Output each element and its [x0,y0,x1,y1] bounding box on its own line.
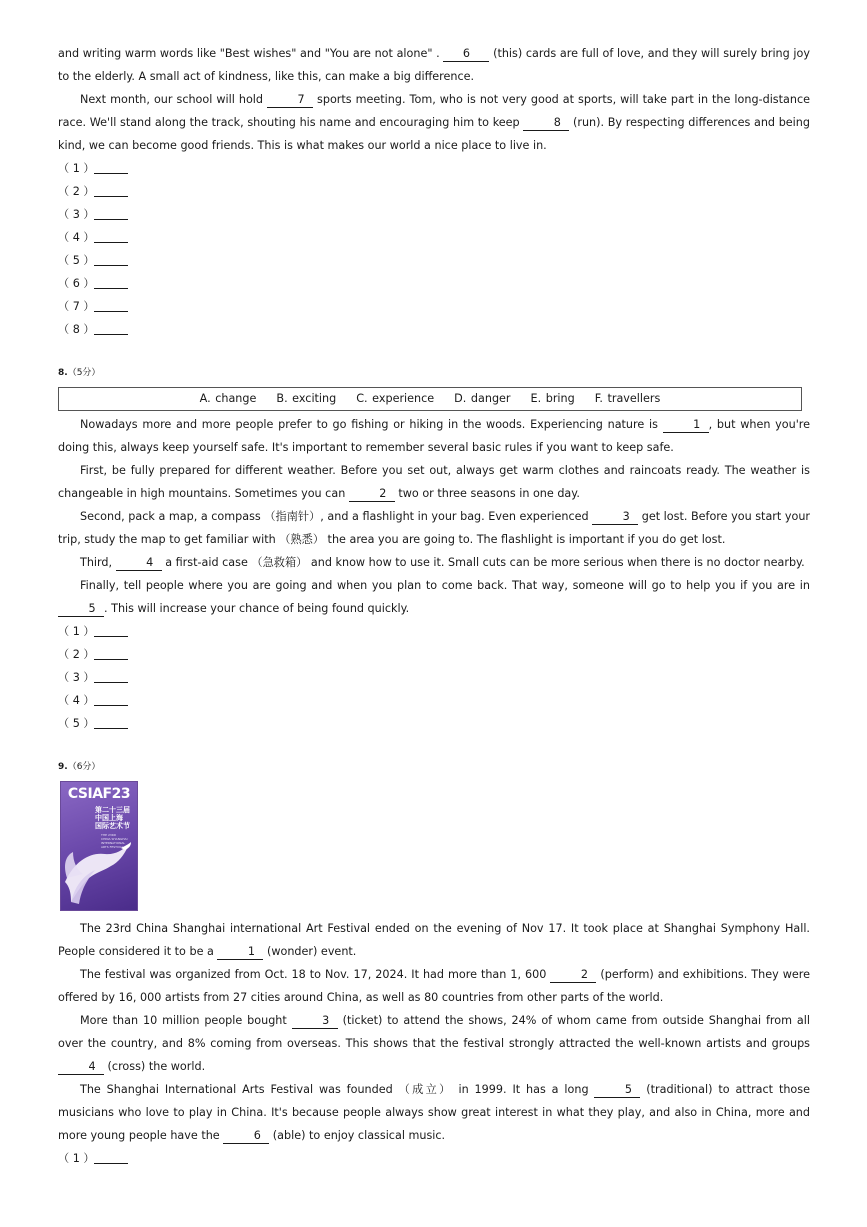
svg-text:ARTS FESTIVAL: ARTS FESTIVAL [101,845,124,849]
poster-artwork [61,782,137,910]
poster-cn-title [95,805,130,830]
poster-en-title [100,833,128,849]
svg-text:国际艺术节: 国际艺术节 [95,822,130,830]
answer-number: （ 3 ） [58,208,95,221]
passage-text: sports meeting. Tom, who is not very good at sports, will take part in the long-distance race. We'll stand along the track, shouting his name and encouraging him to keep [58,93,810,129]
festival-poster-image [60,781,138,911]
answer-field[interactable] [94,196,128,197]
dove-graphic [65,842,131,904]
passage-text: . This will increase your chance of being found quickly. [104,602,410,615]
passage-text: The Shanghai International Arts Festival was founded （成立） in 1999. It has a long [80,1083,595,1096]
answer-item [58,249,810,272]
answer-number: （ 4 ） [58,694,95,707]
svg-text:INTERNATIONAL: INTERNATIONAL [101,841,126,845]
passage-paragraph [58,1009,810,1078]
svg-text:THE 23RD: THE 23RD [101,833,117,837]
passage-text: a first-aid case （急救箱） and know how to use it. Small cuts can be more serious when there is no doctor nearby. [161,556,805,569]
answer-field[interactable] [94,659,128,660]
answer-field[interactable] [94,219,128,220]
poster-logo-text: CSIAF23 [67,786,131,802]
answer-list [58,1147,810,1170]
passage-text: The 23rd China Shanghai international Art Festival ended on the evening of Nov 17. It took place at Shanghai Symphony Hall. People considered it to be a [58,922,810,958]
passage-text: Next month, our school will hold [80,93,268,106]
answer-number: （ 1 ） [58,162,95,175]
passage-text: First, be fully prepared for different weather. Before you set out, always get warm clothes and raincoats ready. The weather is changeable in high mountains. Sometimes you can [58,464,810,500]
word-option: C. experience [356,392,435,405]
answer-item [58,620,810,643]
passage-text: (run). By respecting differences and being kind, we can become good friends. This is what makes our world a nice place to live in. [58,116,810,152]
passage-paragraph [58,42,810,88]
blank-5[interactable]: 5 [594,1083,640,1098]
question-number: 9. [58,762,68,772]
blank-3[interactable]: 3 [292,1014,338,1029]
passage-paragraph [58,551,810,574]
passage-text: (ticket) to attend the shows, 24% of whom came from outside Shanghai from all over the country, and 8% coming from overseas. This shows that the festival strongly attracted the well-known artists and groups [58,1014,810,1050]
question-header [58,757,810,777]
passage-paragraph [58,963,810,1009]
word-option: F. travellers [594,392,661,405]
passage-text: two or three seasons in one day. [394,487,580,500]
answer-field[interactable] [94,334,128,335]
blank-6[interactable]: 6 [443,47,489,62]
answer-number: （ 3 ） [58,671,95,684]
answer-field[interactable] [94,636,128,637]
answer-field[interactable] [94,288,128,289]
answer-field[interactable] [94,311,128,312]
passage-text: (cross) the world. [104,1060,206,1073]
answer-item [58,666,810,689]
answer-field[interactable] [94,705,128,706]
passage-text: (traditional) to attract those musicians who love to play in China. It's because people always show great interest in what they play, and also in China, more and more young people have the [58,1083,810,1142]
question-points: （6分） [67,762,101,772]
blank-1[interactable]: 1 [217,945,263,960]
answer-item [58,203,810,226]
passage-text: (wonder) event. [263,945,357,958]
answer-item [58,157,810,180]
passage-paragraph [58,459,810,505]
word-option: A. change [199,392,257,405]
answer-item [58,689,810,712]
svg-text:中国上海: 中国上海 [95,814,123,822]
passage-text: (this) cards are full of love, and they will surely bring joy to the elderly. A small act of kindness, like this, can make a big difference. [58,47,810,83]
blank-1[interactable]: 1 [663,418,709,433]
answer-field[interactable] [94,682,128,683]
answer-number: （ 5 ） [58,717,95,730]
answer-field[interactable] [94,242,128,243]
answer-item [58,180,810,203]
blank-5[interactable]: 5 [58,602,104,617]
answer-number: （ 1 ） [58,625,95,638]
word-option: B. exciting [276,392,337,405]
answer-number: （ 5 ） [58,254,95,267]
passage-text: Nowadays more and more people prefer to go fishing or hiking in the woods. Experiencing nature is [80,418,663,431]
word-option: D. danger [454,392,511,405]
answer-number: （ 6 ） [58,277,95,290]
answer-item [58,295,810,318]
svg-text:CHINA SHANGHAI: CHINA SHANGHAI [101,837,128,841]
answer-number: （ 2 ） [58,648,95,661]
blank-4[interactable]: 4 [58,1060,104,1075]
answer-list [58,157,810,341]
passage-paragraph [58,917,810,963]
passage-text: (perform) and exhibitions. They were offered by 16, 000 artists from 27 cities around China, as well as 80 countries from other parts of the world. [58,968,810,1004]
answer-field[interactable] [94,265,128,266]
answer-item [58,318,810,341]
passage-paragraph [58,574,810,620]
passage-paragraph [58,1078,810,1147]
answer-list [58,620,810,735]
passage-paragraph [58,88,810,157]
blank-6[interactable]: 6 [223,1129,269,1144]
answer-field[interactable] [94,1163,128,1164]
passage-paragraph [58,413,810,459]
answer-field[interactable] [94,728,128,729]
answer-field[interactable] [94,173,128,174]
question-header [58,363,810,383]
answer-number: （ 4 ） [58,231,95,244]
svg-text:第二十三届: 第二十三届 [95,806,130,814]
blank-3[interactable]: 3 [592,510,638,525]
word-option: E. bring [530,392,575,405]
blank-4[interactable]: 4 [116,556,162,571]
passage-text: get lost. Before you start your trip, study the map to get familiar with （熟悉） the area you are going to. The flashlight is important if you do get lost. [58,510,811,546]
answer-number: （ 8 ） [58,323,95,336]
passage-text: Second, pack a map, a compass （指南针）, and a flashlight in your bag. Even experienced [80,510,593,523]
answer-number: （ 1 ） [58,1152,95,1165]
answer-item [58,272,810,295]
passage-text: and writing warm words like "Best wishes" and "You are not alone" . [58,47,444,60]
blank-8[interactable]: 8 [523,116,569,131]
answer-number: （ 7 ） [58,300,95,313]
blank-7[interactable]: 7 [267,93,313,108]
passage-text: (able) to enjoy classical music. [269,1129,446,1142]
answer-number: （ 2 ） [58,185,95,198]
answer-item [58,1147,810,1170]
question-points: （5分） [67,368,101,378]
question-number: 8. [58,368,68,378]
worksheet-page [58,42,810,1170]
blank-2[interactable]: 2 [349,487,395,502]
passage-text: The festival was organized from Oct. 18 to Nov. 17, 2024. It had more than 1, 600 [80,968,551,981]
passage-text: , but when you're doing this, always keep yourself safe. It's important to remember several basic rules if you want to keep safe. [58,418,811,454]
answer-item [58,712,810,735]
passage-text: Finally, tell people where you are going and when you plan to come back. That way, someone will go to help you if you are in [80,579,810,592]
answer-item [58,226,810,249]
blank-2[interactable]: 2 [550,968,596,983]
word-bank [58,387,802,411]
passage-paragraph [58,505,810,551]
passage-text: Third, [80,556,116,569]
passage-text: More than 10 million people bought [80,1014,292,1027]
answer-item [58,643,810,666]
